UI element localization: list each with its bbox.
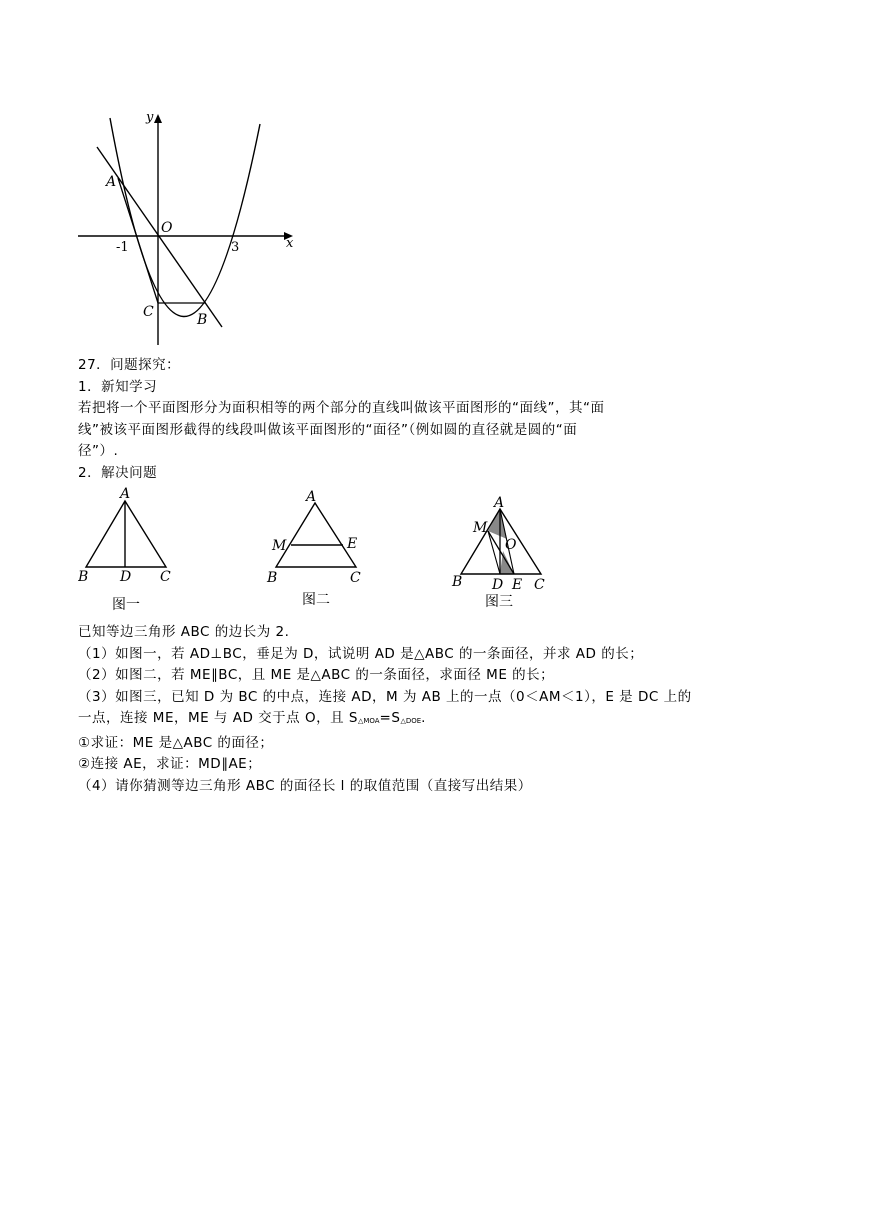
question-1: （1）如图一，若 AD⊥BC，垂足为 D，试说明 AD 是△ABC 的一条面径，并求 AD 的长；	[78, 645, 644, 662]
fig2-label-M: M	[272, 538, 287, 554]
fig3-label-M: M	[473, 520, 488, 536]
label-C: C	[143, 304, 154, 320]
fig3-label-O: O	[505, 537, 517, 553]
figure-1	[78, 486, 171, 613]
triangle-figures	[78, 484, 798, 622]
problem-heading: 27．问题探究：	[78, 357, 181, 373]
q3-text-a: 一点，连接 ME，ME 与 AD 交于点 O，且 S	[78, 710, 358, 726]
fig1-label-D: D	[120, 569, 132, 585]
fig3-segment-MD	[488, 531, 500, 574]
triangle-figures-row	[78, 484, 798, 622]
section2-title: 2．解决问题	[78, 464, 158, 481]
fig1-caption: 图一	[112, 597, 140, 613]
q3-subscript-DOE: △DOE	[400, 717, 422, 725]
section1-text-2: 线”被该平面图形截得的线段叫做该平面图形的“面径”（例如圆的直径就是圆的“面	[78, 421, 578, 438]
label-y: y	[146, 110, 154, 125]
fig1-label-C: C	[160, 569, 171, 585]
label-neg-one: -1	[116, 240, 129, 255]
question-2: （2）如图二，若 ME∥BC，且 ME 是△ABC 的一条面径，求面径 ME 的长；	[78, 667, 555, 683]
label-three: 3	[231, 240, 240, 255]
fig3-caption: 图三	[485, 594, 513, 610]
label-B: B	[197, 312, 208, 328]
fig1-label-B: B	[78, 569, 89, 585]
fig3-label-B: B	[452, 574, 463, 590]
section1-text-1: 若把将一个平面图形分为面积相等的两个部分的直线叫做该平面图形的“面线”，其“面	[78, 400, 605, 416]
question-3-proof-1: ①求证：ME 是△ABC 的面径；	[78, 734, 274, 751]
q3-equals: =S	[379, 710, 401, 726]
question-4: （4）请你猜测等边三角形 ABC 的面径长 l 的取值范围（直接写出结果）	[78, 777, 532, 794]
y-axis-arrow	[154, 114, 162, 123]
label-O: O	[161, 220, 173, 236]
known-condition: 已知等边三角形 ABC 的边长为 2.	[78, 624, 290, 640]
question-3-proof-2: ②连接 AE，求证：MD∥AE；	[78, 756, 262, 772]
fig3-label-C: C	[534, 577, 545, 593]
section1-title: 1．新知学习	[78, 378, 158, 395]
fig2-label-E: E	[347, 536, 358, 552]
q3-subscript-MOA: △MOA	[357, 717, 380, 725]
fig2-label-B: B	[267, 570, 278, 586]
fig2-triangle	[276, 503, 356, 567]
fig3-label-A: A	[494, 495, 505, 511]
label-x: x	[286, 236, 294, 251]
label-A: A	[106, 174, 117, 190]
fig3-label-D: D	[492, 577, 504, 593]
figure-2	[266, 489, 361, 608]
q3-period: .	[421, 710, 426, 726]
fig1-label-A: A	[120, 486, 131, 502]
fig2-caption: 图二	[302, 592, 330, 608]
figure-3	[451, 495, 545, 610]
fig3-label-E: E	[512, 577, 523, 593]
fig2-label-C: C	[350, 570, 361, 586]
fig2-label-A: A	[306, 489, 317, 505]
question-3-line-1: （3）如图三，已知 D 为 BC 的中点，连接 AD，M 为 AB 上的一点（0＜AM＜1），E 是 DC 上的	[78, 688, 692, 705]
fig1-triangle	[86, 501, 166, 567]
question-3-line-2	[78, 708, 798, 733]
parabola-figure	[72, 105, 302, 350]
problem-text	[78, 355, 798, 797]
section1-text-3: 径”）.	[78, 443, 119, 459]
parabola-curve	[110, 118, 260, 317]
